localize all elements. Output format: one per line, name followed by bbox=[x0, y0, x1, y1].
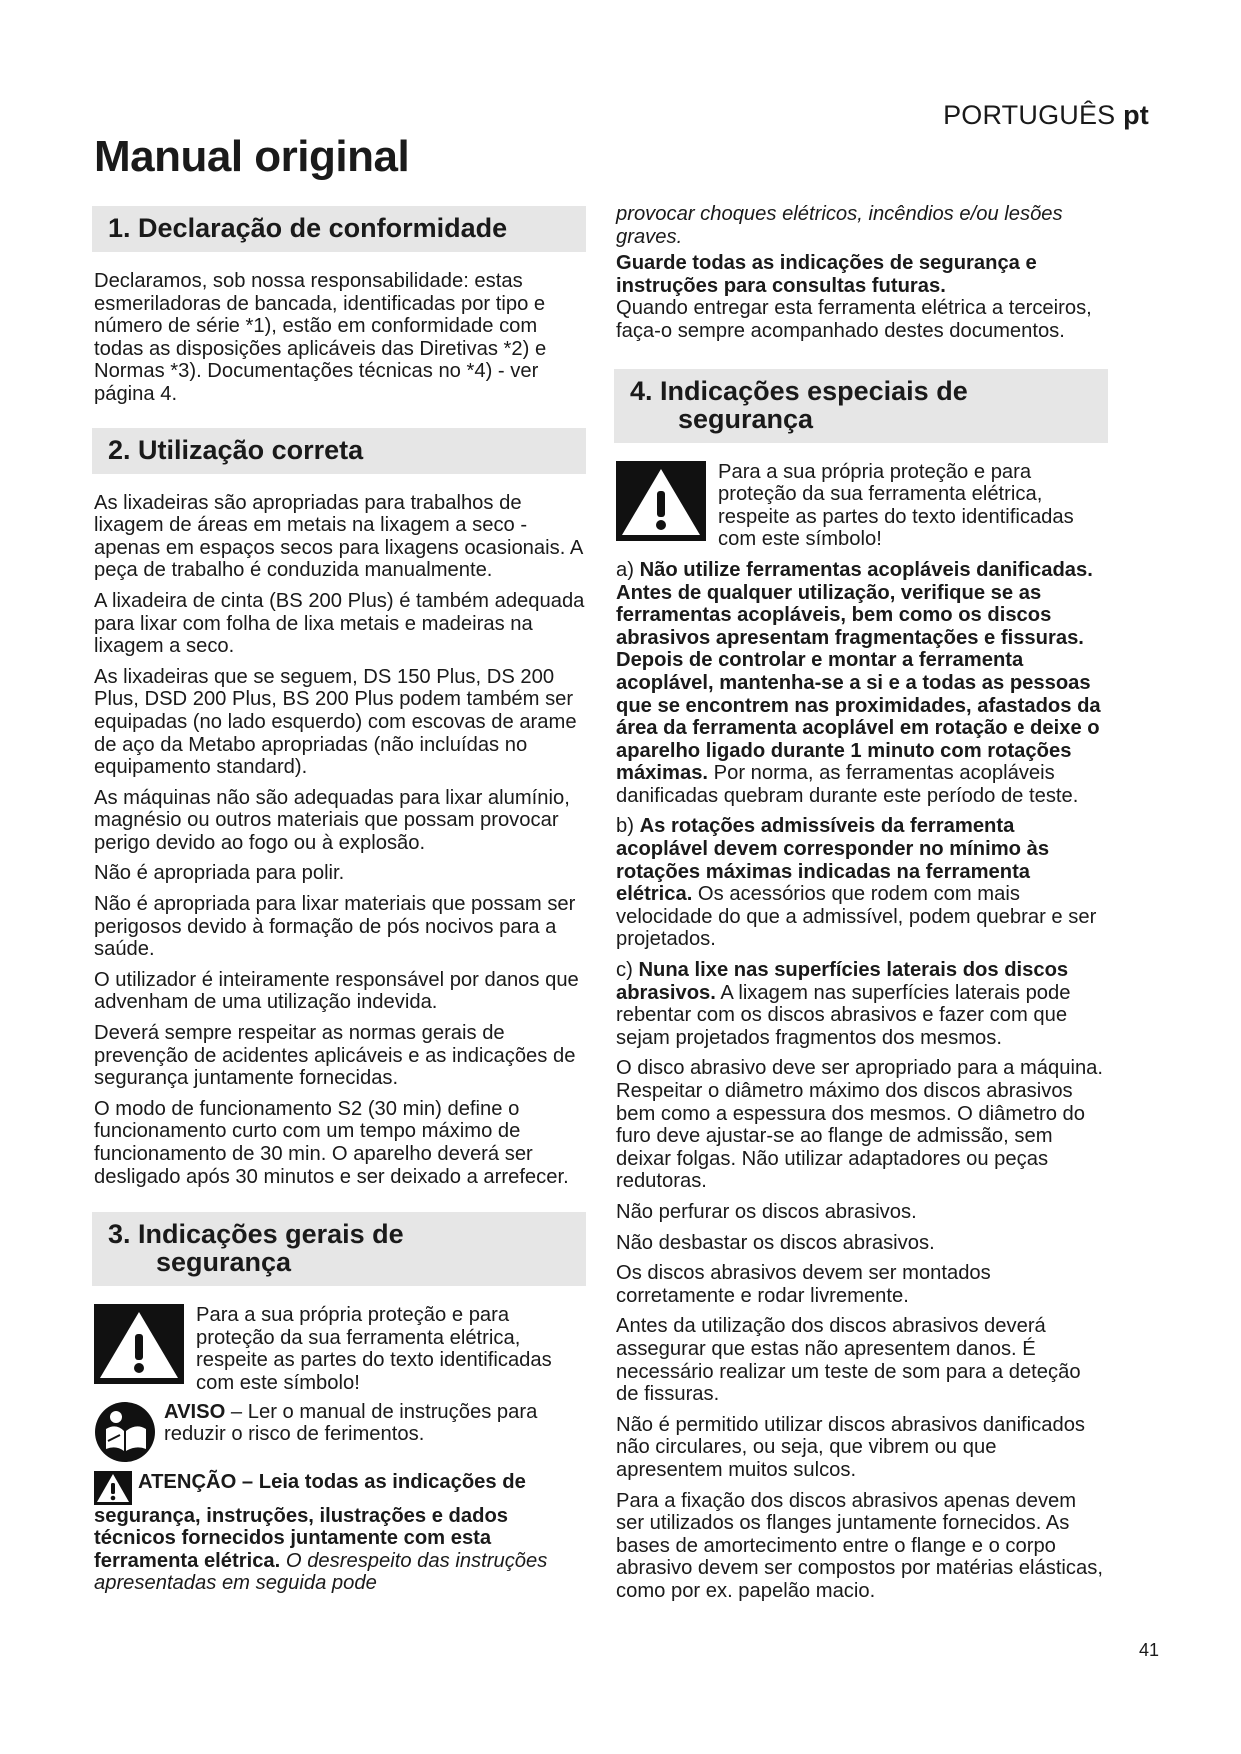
paragraph: A lixadeira de cinta (BS 200 Plus) é também adequada para lixar com folha de lixa metais e madeiras na lixagem a seco. bbox=[94, 589, 585, 658]
right-column bbox=[616, 203, 1108, 1610]
section-title: Utilização correta bbox=[138, 434, 364, 465]
item-bold: As rotações admissíveis da ferramenta acoplável devem corresponder no mínimo às rotações máximas indicadas na ferramenta elétrica. bbox=[616, 815, 1050, 906]
paragraph: Os discos abrasivos devem ser montados corretamente e rodar livremente. bbox=[616, 1262, 991, 1307]
aviso-label: AVISO bbox=[164, 1400, 226, 1423]
paragraph: As lixadeiras são apropriadas para trabalhos de lixagem de áreas em metais na lixagem a seco - apenas em espaços secos para lixagens ocasionais. A peça de trabalho é conduzida manualmente. bbox=[94, 491, 583, 582]
item-bold: Não utilize ferramentas acopláveis danificadas. Antes de qualquer utilização, verifique se as ferramentas acopláveis, bem como os discos abrasivos apresentam fragmentações e fissuras. Depois de controlar e montar a ferramenta acoplável, mantenha-se a si e a todas as pessoas que se encontrem nas proximidades, afastados da área da ferramenta acoplável em rotação e deixe o aparelho ligado durante 1 minuto com rotações máximas. bbox=[616, 558, 1101, 785]
section-title-line2: segurança bbox=[678, 403, 814, 434]
item-text: Os acessórios que rodem com mais velocidade do que a admissível, podem quebrar e ser projetados. bbox=[616, 883, 1097, 951]
item-prefix: c) bbox=[616, 959, 639, 982]
section-title: Declaração de conformidade bbox=[138, 213, 508, 243]
paragraph: O modo de funcionamento S2 (30 min) define o funcionamento curto com um tempo máximo de funcionamento de 30 min. O aparelho deverá ser desligado após 30 minutos e ser deixado a arrefecer. bbox=[94, 1097, 569, 1188]
atencao-paragraph bbox=[94, 1471, 586, 1595]
language-label: PORTUGUÊS bbox=[943, 100, 1116, 130]
section-heading-1 bbox=[92, 206, 586, 252]
paragraph: Antes da utilização dos discos abrasivos deverá assegurar que estas não apresentem danos. É necessário realizar um teste de som para a deteção de fissuras. bbox=[616, 1315, 1081, 1406]
language-header bbox=[943, 100, 1149, 131]
warning-block bbox=[616, 461, 1108, 551]
item-bold: Nuna lixe nas superfícies laterais dos discos abrasivos. bbox=[616, 959, 1069, 1004]
warning-block bbox=[94, 1304, 586, 1394]
paragraph: Para a fixação dos discos abrasivos apenas devem ser utilizados os flanges juntamente fornecidos. As bases de amortecimento entre o flange e o corpo abrasivo devem ser compostos por matérias elásticas, como por ex. papelão macio. bbox=[616, 1489, 1103, 1602]
section-heading-4 bbox=[614, 369, 1108, 443]
paragraph: Não desbastar os discos abrasivos. bbox=[616, 1231, 935, 1254]
paragraph: Guarde todas as indicações de segurança e instruções para consultas futuras. bbox=[616, 252, 1037, 297]
warning-triangle-small-icon bbox=[94, 1471, 132, 1505]
section-number: 1. bbox=[108, 213, 131, 243]
section-title: Indicações gerais de bbox=[138, 1219, 404, 1250]
paragraph: As máquinas não são adequadas para lixar alumínio, magnésio ou outros materiais que possam provocar perigo devido ao fogo ou à explosão. bbox=[94, 786, 570, 854]
paragraph: provocar choques elétricos, incêndios e/ou lesões graves. bbox=[616, 203, 1063, 248]
page-number: 41 bbox=[1138, 1640, 1159, 1660]
page-title: Manual original bbox=[94, 132, 410, 181]
item-text: Por norma, as ferramentas acopláveis danificadas quebram durante este período de teste. bbox=[616, 762, 1079, 807]
warning-triangle-icon bbox=[94, 1304, 184, 1384]
paragraph: Não é permitido utilizar discos abrasivos danificados não circulares, ou seja, que vibrem ou que apresentem muitos sulcos. bbox=[616, 1413, 1086, 1481]
section-title: Indicações especiais de bbox=[660, 375, 968, 406]
language-code: pt bbox=[1123, 100, 1149, 130]
item-c bbox=[616, 959, 1108, 1049]
paragraph: Não é apropriada para lixar materiais que possam ser perigosos devido à formação de pós nocivos para a saúde. bbox=[94, 893, 576, 961]
item-text: A lixagem nas superfícies laterais pode rebentar com os discos abrasivos e fazer com que sejam projetados fragmentos dos mesmos. bbox=[616, 981, 1071, 1049]
paragraph: O utilizador é inteiramente responsável por danos que advenham de uma utilização indevida. bbox=[94, 968, 579, 1014]
paragraph: Deverá sempre respeitar as normas gerais de prevenção de acidentes aplicáveis e as indicações de segurança juntamente fornecidas. bbox=[94, 1022, 576, 1090]
section-title-line2: segurança bbox=[156, 1247, 292, 1278]
paragraph: Não é apropriada para polir. bbox=[94, 862, 345, 885]
paragraph: Declaramos, sob nossa responsabilidade: estas esmeriladoras de bancada, identificadas por tipo e número de série *1), estão em conformidade com todas as disposições aplicáveis das Diretivas *2) e Normas *3). Documentações técnicas no *4) - ver página 4. bbox=[94, 270, 547, 405]
section-heading-3 bbox=[92, 1212, 586, 1286]
aviso-text bbox=[164, 1401, 586, 1446]
paragraph: O disco abrasivo deve ser apropriado para a máquina. Respeitar o diâmetro máximo dos discos abrasivos bem como a espessura dos mesmos. O diâmetro do furo deve ajustar-se ao flange de admissão, sem deixar folgas. Não utilizar adaptadores ou peças redutoras. bbox=[616, 1057, 1104, 1193]
aviso-body: – Ler o manual de instruções para reduzir o risco de ferimentos. bbox=[164, 1400, 538, 1446]
warning-text: Para a sua própria proteção e para proteção da sua ferramenta elétrica, respeite as partes do texto identificadas com este símbolo! bbox=[718, 460, 1074, 551]
atencao-bold: ATENÇÃO – Leia todas as indicações de segurança, instruções, ilustrações e dados técnicos fornecidos juntamente com esta ferramenta elétrica. bbox=[94, 1470, 526, 1572]
item-prefix: a) bbox=[616, 558, 640, 581]
left-column bbox=[94, 206, 586, 1603]
item-prefix: b) bbox=[616, 815, 640, 838]
section-number: 2. bbox=[108, 434, 131, 465]
atencao-italic: O desrespeito das instruções apresentadas em seguida pode bbox=[94, 1549, 548, 1595]
section-number: 4. bbox=[630, 375, 653, 406]
warning-text: Para a sua própria proteção e para proteção da sua ferramenta elétrica, respeite as partes do texto identificadas com este símbolo! bbox=[196, 1304, 552, 1394]
aviso-block bbox=[94, 1401, 586, 1463]
section-heading-2 bbox=[92, 428, 586, 474]
item-b bbox=[616, 815, 1108, 951]
paragraph: Quando entregar esta ferramenta elétrica a terceiros, faça-o sempre acompanhado destes documentos. bbox=[616, 297, 1092, 342]
paragraph: Não perfurar os discos abrasivos. bbox=[616, 1200, 917, 1223]
section-number: 3. bbox=[108, 1219, 131, 1250]
item-a bbox=[616, 559, 1108, 808]
warning-triangle-icon bbox=[616, 461, 706, 541]
read-manual-icon bbox=[94, 1401, 156, 1463]
paragraph: As lixadeiras que se seguem, DS 150 Plus, DS 200 Plus, DSD 200 Plus, BS 200 Plus podem também ser equipadas (no lado esquerdo) com escovas de arame de aço da Metabo apropriadas (não incluídas no equipamento standard). bbox=[94, 665, 577, 779]
